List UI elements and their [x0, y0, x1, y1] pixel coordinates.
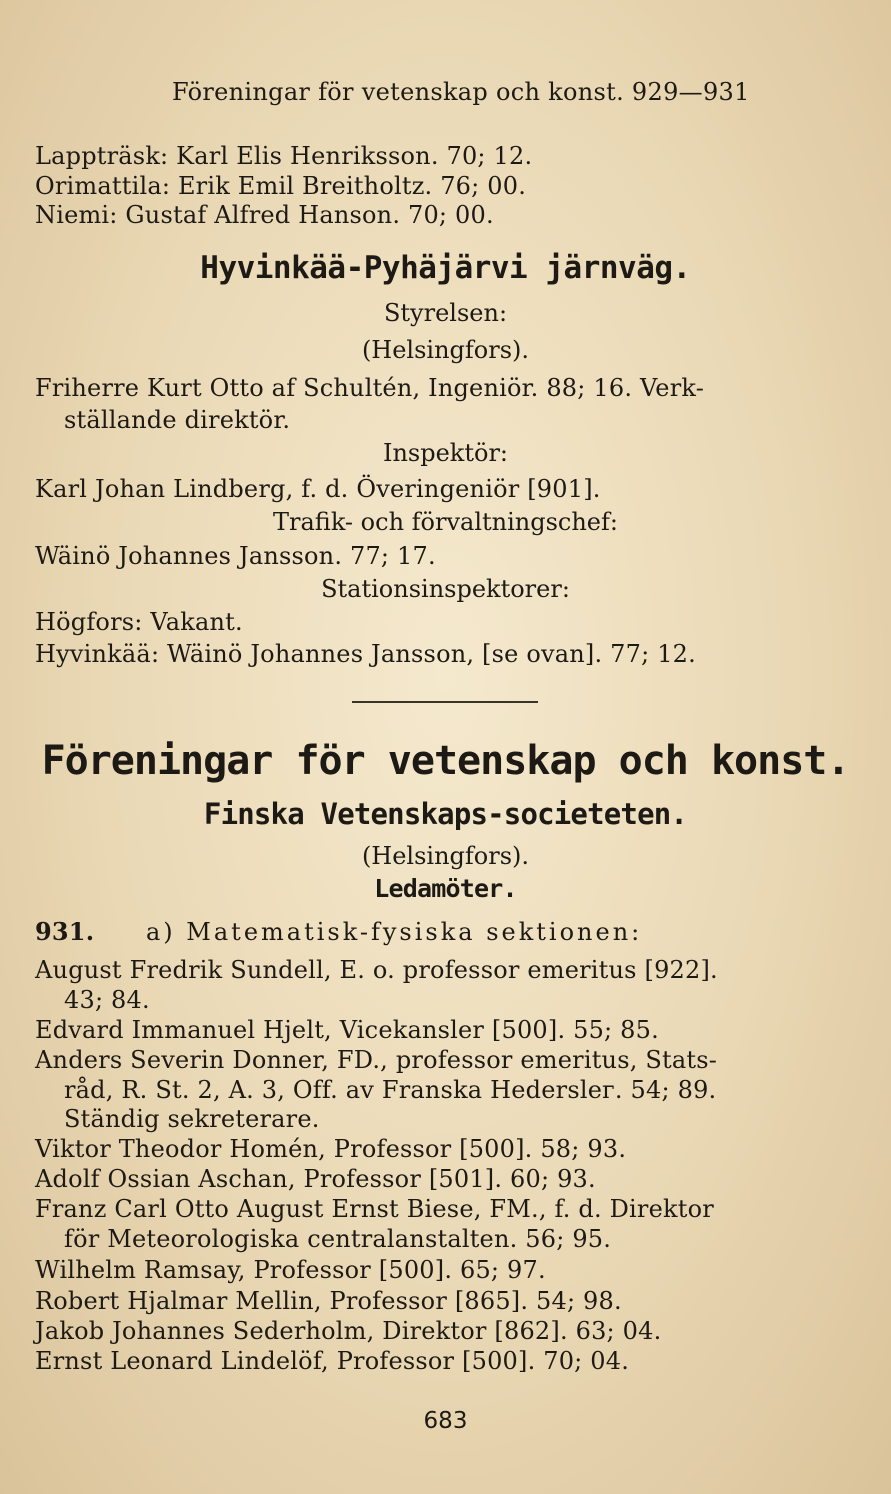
member-line: Jakob Johannes Sederholm, Direktor [862]. 63; 04. [35, 1317, 662, 1345]
section-title: Föreningar för vetenskap och konst. [41, 738, 850, 784]
member-line: Anders Severin Donner, FD., professor emeritus, Stats- [35, 1046, 718, 1074]
member-line: Ernst Leonard Lindelöf, Professor [500]. 70; 04. [35, 1347, 630, 1375]
traffic-label: Trafik- och förvaltningschef: [273, 508, 618, 536]
board-place: (Helsingfors). [361, 336, 530, 364]
inspector-label: Inspektör: [382, 439, 508, 467]
subsection-title: a) Matematisk-fysiska sektionen: [146, 918, 643, 946]
running-head: Föreningar för vetenskap och konst. 929—931 [172, 78, 750, 106]
board-entry: Friherre Kurt Otto af Schultén, Ingeniör. 88; 16. Verk- [35, 374, 705, 402]
station-label: Stationsinspektorer: [321, 575, 570, 603]
society-title: Finska Vetenskaps-societeten. [203, 797, 688, 831]
society-place: (Helsingfors). [361, 842, 530, 870]
member-line: August Fredrik Sundell, E. o. professor emeritus [922]. [35, 956, 718, 984]
member-line: Viktor Theodor Homén, Professor [500]. 58; 93. [35, 1135, 627, 1163]
station-entry: Högfors: Vakant. [35, 608, 243, 636]
station-entry: Hyvinkää: Wäinö Johannes Jansson, [se ovan]. 77; 12. [35, 640, 696, 668]
member-line: Adolf Ossian Aschan, Professor [501]. 60; 93. [35, 1165, 596, 1193]
entry-line: Lappträsk: Karl Elis Henriksson. 70; 12. [35, 142, 533, 170]
member-line: Franz Carl Otto August Ernst Biese, FM., f. d. Direktor [35, 1195, 714, 1223]
railway-title: Hyvinkää-Pyhäjärvi järnväg. [200, 250, 691, 286]
entry-line: Niemi: Gustaf Alfred Hanson. 70; 00. [35, 201, 494, 229]
member-line: Wilhelm Ramsay, Professor [500]. 65; 97. [35, 1256, 546, 1284]
member-line-cont: 43; 84. [64, 986, 150, 1014]
inspector-entry: Karl Johan Lindberg, f. d. Överingeniör [901]. [35, 475, 601, 503]
board-label: Styrelsen: [383, 299, 508, 327]
entry-number: 931. [35, 917, 95, 946]
members-label: Ledamöter. [374, 874, 517, 903]
member-line-cont: för Meteorologiska centralanstalten. 56; 95. [64, 1225, 612, 1253]
page-number: 683 [423, 1408, 468, 1434]
board-entry-cont: ställande direktör. [64, 406, 291, 434]
entry-line: Orimattila: Erik Emil Breitholtz. 76; 00. [35, 172, 527, 200]
section-divider [352, 701, 538, 703]
traffic-entry: Wäinö Johannes Jansson. 77; 17. [35, 542, 436, 570]
member-line-cont: Ständig sekreterare. [64, 1105, 320, 1133]
member-line: Edvard Immanuel Hjelt, Vicekansler [500]. 55; 85. [35, 1016, 659, 1044]
member-line: Robert Hjalmar Mellin, Professor [865]. 54; 98. [35, 1287, 622, 1315]
member-line-cont: råd, R. St. 2, A. 3, Off. av Franska Hederslег. 54; 89. [64, 1076, 717, 1104]
